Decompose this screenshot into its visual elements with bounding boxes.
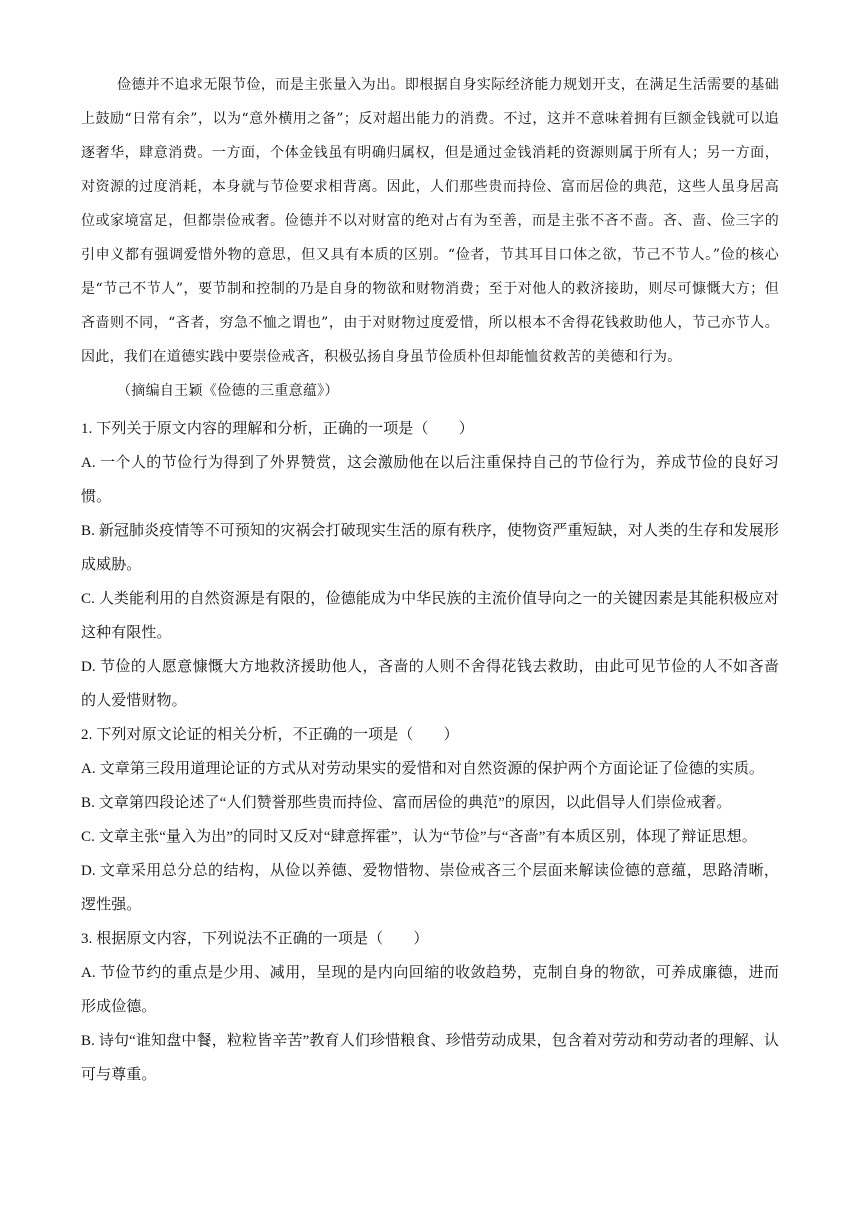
question-2-option-a: A. 文章第三段用道理论证的方式从对劳动果实的爱惜和对自然资源的保护两个方面论证了俭德的实质。 xyxy=(81,761,765,777)
questions-section xyxy=(81,412,779,1092)
question-1 xyxy=(81,412,779,718)
question-1-stem: 1. 下列关于原文内容的理解和分析，正确的一项是（ ） xyxy=(81,421,474,437)
passage xyxy=(81,68,779,408)
passage-citation: （摘编自王颖《俭德的三重意蕴》） xyxy=(117,383,339,399)
question-2-stem: 2. 下列对原文论证的相关分析，不正确的一项是（ ） xyxy=(81,727,459,743)
question-1-option-b: B. 新冠肺炎疫情等不可预知的灾祸会打破现实生活的原有秩序，使物资严重短缺，对人类的生存和发展形成威胁。 xyxy=(81,523,779,573)
question-1-option-d: D. 节俭的人愿意慷慨大方地救济援助他人，吝啬的人则不舍得花钱去救助，由此可见节俭的人不如吝啬的人爱惜财物。 xyxy=(81,659,779,709)
question-3-option-a: A. 节俭节约的重点是少用、减用，呈现的是内向回缩的收敛趋势，克制自身的物欲，可养成廉德，进而形成俭德。 xyxy=(81,965,779,1015)
question-1-option-c: C. 人类能利用的自然资源是有限的，俭德能成为中华民族的主流价值导向之一的关键因素是其能积极应对这种有限性。 xyxy=(81,591,779,641)
question-3-stem: 3. 根据原文内容，下列说法不正确的一项是（ ） xyxy=(81,931,429,947)
question-1-option-a: A. 一个人的节俭行为得到了外界赞赏，这会激励他在以后注重保持自己的节俭行为，养成节俭的良好习惯。 xyxy=(81,455,779,505)
question-2 xyxy=(81,718,779,922)
question-2-option-c: C. 文章主张“量入为出”的同时又反对“肆意挥霍”，认为“节俭”与“吝啬”有本质区别，体现了辩证思想。 xyxy=(81,829,757,845)
passage-paragraph: 俭德并不追求无限节俭，而是主张量入为出。即根据自身实际经济能力规划开支，在满足生活需要的基础上鼓励“日常有余”，以为“意外横用之备”；反对超出能力的消费。不过，这并不意味着拥有巨额金钱就可以追逐奢华，肆意消费。一方面，个体金钱虽有明确归属权，但是通过金钱消耗的资源则属于所有人；另一方面，对资源的过度消耗，本身就与节俭要求相背离。因此，人们那些贵而持俭、富而居俭的典范，这些人虽身居高位或家境富足，但都崇俭戒奢。俭德并不以对财富的绝对占有为至善，而是主张不吝不啬。吝、啬、俭三字的引申义都有强调爱惜外物的意思，但又具有本质的区别。“俭者，节其耳目口体之欲，节己不节人。”俭的核心是“节己不节人”，要节制和控制的乃是自身的物欲和财物消费；至于对他人的救济接助，则尽可慷慨大方；但吝啬则不同，“吝者，穷急不恤之谓也”，由于对财物过度爱惜，所以根本不舍得花钱救助他人，节己亦节人。因此，我们在道德实践中要崇俭戒吝，积极弘扬自身虽节俭质朴但却能恤贫救苦的美德和行为。 xyxy=(81,77,779,365)
question-3 xyxy=(81,922,779,1092)
question-3-option-b: B. 诗句“谁知盘中餐，粒粒皆辛苦”教育人们珍惜粮食、珍惜劳动成果，包含着对劳动和劳动者的理解、认可与尊重。 xyxy=(81,1033,779,1083)
question-2-option-d: D. 文章采用总分总的结构，从俭以养德、爱物惜物、崇俭戒吝三个层面来解读俭德的意蕴，思路清晰，逻性强。 xyxy=(81,863,779,913)
question-2-option-b: B. 文章第四段论述了“人们赞誉那些贵而持俭、富而居俭的典范”的原因，以此倡导人们崇俭戒奢。 xyxy=(81,795,732,811)
